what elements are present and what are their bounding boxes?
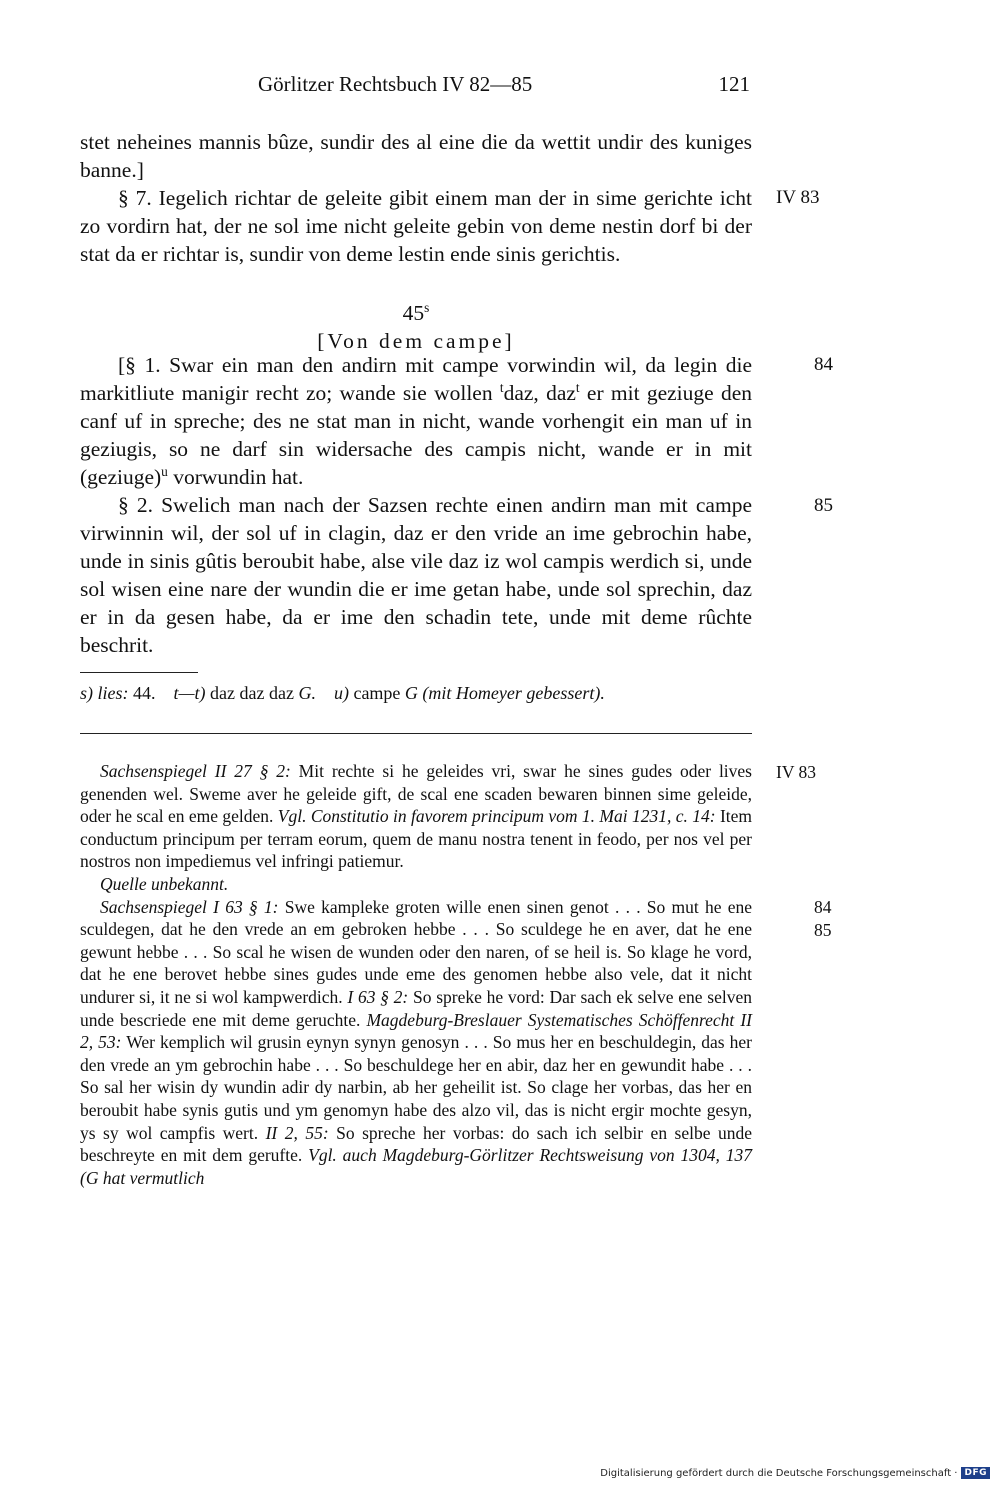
paragraph-s2: § 2. Swelich man nach der Sazsen rechte einen andirn man mit campe virwinnin wil, der sol uf in clagin, daz er den vride an ime gebrochin habe, unde in sinis gûtis beroubit habe, alse vile daz iz wol campis werdich si, unde sol wisen eine nare der wundin die er ime getan habe, unde sol sprechin, daz er in da gesen habe, da er ime den schadin tete, unde mit deme rûchte beschrit. [80, 493, 752, 657]
paragraph-s1: [§ 1. Swar ein man den andirn mit campe vorwindin wil, da legin die markitliute manigir recht zo; wande sie wollen $^t$daz, daz$^t$ er mit geziuge den canf uf in spreche; des ne stat man in nicht, wande vorhengit ein man uf in geziugis, so ne darf sin widersache des campis nicht, wande er in mit (geziuge)$^u$ vorwundin hat. [80, 353, 752, 489]
section-rule [80, 733, 752, 734]
apparatus-note-3: Sachsenspiegel I 63 § 1: Swe kampleke groten wille enen sinen genot . . . So mut he ene sculdegen, dat he den vrede an em gebroken hebbe . . . So sculdege he en aver, dat he ene gewunt hebbe . . . So scal he wisen de wunden oder den naren, of se heil is. So klage he vord, dat he ene berovet hebbe sines gudes unde eme des genomen hebbe also vele, dat it nicht undurer si, it ne si wol kampwerdich. I 63 § 2: So spreke he vord: Dar sach ek selve ene selven unde bescriede ene mit deme geruchte. Magdeburg-Breslauer Systematisches Schöffenrecht II 2, 53: Wer kemplich wil grusin eynyn synyn genosyn . . . So mus her en beschuldegin, das her den vrede an ym gebrochin habe . . . So beschuldege her en abir, daz her en gewundit habe . . . So sal her wisin dy wundin adir dy narbin, ab her geheilit ist. So clage her vorbas, das her en beroubit habe synis gutis und ym genomyn habe des alzo vil, das is nicht ergir mochte gesyn, ys sy wol campfis wert. II 2, 55: So spreche her vorbas: do sach ich selbir en selbe unde beschreyte en mit dem gerufte. Vgl. auch Magdeburg-Görlitzer Rechtsweisung von 1304, 137 (G hat vermutlich [80, 896, 753, 1188]
apparatus-note-2: Quelle unbekannt. [100, 873, 229, 894]
footnotes: s) lies: 44. t—t) daz daz daz G. u) campe G (mit Homeyer gebessert). [80, 683, 605, 703]
dfg-logo: DFG [961, 1467, 990, 1479]
page-number: 121 [718, 72, 750, 96]
chapter-heading [80, 299, 752, 355]
apparatus-margin-iv83: IV 83 [776, 762, 817, 782]
apparatus-margin-84: 84 [814, 897, 832, 917]
source-apparatus [80, 760, 752, 1189]
margin-ref-iv83: IV 83 [776, 187, 820, 208]
footer-text: Digitalisierung gefördert durch die Deutsche Forschungsgemeinschaft · [600, 1467, 958, 1479]
digitization-footer [600, 1467, 990, 1479]
chapter-number: 45$^s$ [402, 300, 430, 325]
paragraph-s7: § 7. Iegelich richtar de geleite gibit einem man der in sime gerichte icht zo vordirn hat, der ne sol ime nicht geleite gebin von deme nestin dorf bi der stat da er richtar is, sundir von deme lestin ende sinis gerichtis. [80, 186, 752, 266]
apparatus-margin-85: 85 [814, 920, 832, 940]
margin-ref-85: 85 [814, 495, 833, 516]
main-text-top [80, 128, 752, 268]
main-text-chapter [80, 351, 752, 659]
footnote-rule [80, 672, 198, 673]
chapter-title: [Von dem campe] [317, 329, 515, 353]
paragraph-intro: stet neheines mannis bûze, sundir des al eine die da wettit undir des kuniges banne.] [80, 130, 752, 182]
margin-ref-84: 84 [814, 354, 833, 375]
running-title: Görlitzer Rechtsbuch IV 82—85 [258, 72, 533, 96]
apparatus-note-1: Sachsenspiegel II 27 § 2: Mit rechte si he geleides vri, swar he sines gudes oder lives genenden wel. Sweme aver he geleide gift, de scal ene scaden bewaren binnen sime geleide, oder he scal en eme gelden. Vgl. Constitutio in favorem principum vom 1. Mai 1231, c. 14: Item conductum principum per terram eorum, quem de manu nostra tenent in feodo, per nos vel per nostros non impediemus vel infringi patiemur. [80, 761, 753, 872]
